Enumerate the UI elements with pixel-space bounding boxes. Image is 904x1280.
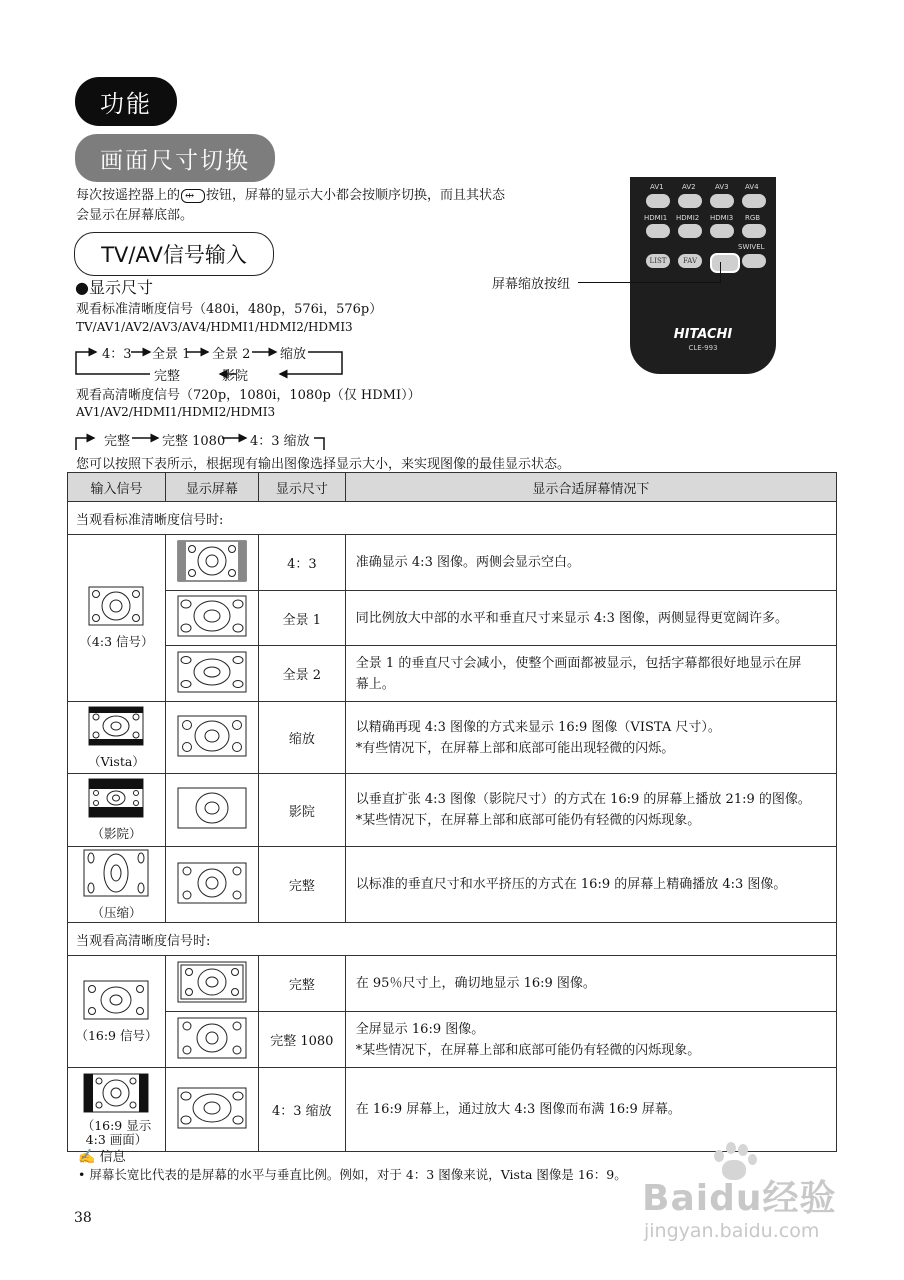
sd-flow-3: 全景 2	[212, 347, 251, 362]
screen-hd-full	[165, 956, 258, 1012]
pencil-icon: ✍	[78, 1149, 96, 1165]
input-vista-icon	[88, 706, 144, 746]
size-cell: 完整	[258, 847, 345, 923]
header-description: 显示合适屏幕情况下	[345, 473, 836, 502]
input-169-43	[68, 1068, 166, 1152]
desc-line1: 在 16:9 屏幕上，通过放大 4:3 图像而布满 16:9 屏幕。	[355, 1102, 681, 1117]
table-row	[68, 956, 837, 1012]
screen-43-icon	[177, 540, 247, 582]
screen-zoom	[165, 702, 258, 774]
intro-paragraph	[76, 186, 516, 226]
note-text: • 屏幕长宽比代表的是屏幕的水平与垂直比例。例如，对于 4：3 图像来说，Vista 图像是 16：9。	[78, 1167, 627, 1182]
caption-line1: （16:9 显示	[81, 1117, 152, 1133]
input-169-43-icon	[83, 1073, 149, 1113]
remote-label-rgb: RGB	[745, 214, 761, 222]
screen-43	[165, 535, 258, 591]
sd-flow-6: 影院	[222, 369, 249, 384]
input-vista	[68, 702, 166, 774]
header-size: 显示尺寸	[258, 473, 345, 502]
remote-label-av3: AV3	[715, 183, 729, 191]
desc-line1: 以垂直扩张 4:3 图像（影院尺寸）的方式在 16:9 的屏幕上播放 21:9 的图像。	[355, 792, 811, 807]
remote-label-av1: AV1	[650, 183, 664, 191]
sd-section-label: 当观看标准清晰度信号时:	[68, 502, 837, 535]
remote-control	[630, 177, 776, 374]
desc-cell	[345, 847, 836, 923]
table-row	[68, 1012, 837, 1068]
screen-hd-full1080-icon	[177, 1017, 247, 1059]
table-row	[68, 646, 837, 702]
remote-label-hdmi1: HDMI1	[644, 214, 668, 222]
watermark-brand: Baidu经验	[642, 1178, 837, 1219]
input-cinema-caption: （影院）	[91, 826, 142, 841]
input-squeeze-caption: （压缩）	[91, 904, 142, 920]
sd-flow-4: 缩放	[280, 347, 307, 362]
remote-callout: 屏幕缩放按纽	[492, 277, 571, 292]
remote-brand: HITACHI	[673, 327, 733, 342]
remote-list-button[interactable]: LIST	[646, 254, 670, 268]
screen-43zoom-icon	[177, 1087, 247, 1129]
callout-line	[578, 282, 720, 283]
table-row	[68, 591, 837, 646]
desc-line2: *有些情况下，在屏幕上部和底部可能出现轻微的闪烁。	[355, 740, 675, 756]
desc-line1: 在 95％尺寸上，确切地显示 16:9 图像。	[355, 976, 596, 991]
hd-heading: 观看高清晰度信号（720p，1080i，1080p（仅 HDMI））	[76, 388, 421, 403]
table-intro: 您可以按照下表所示，根据现有输出图像选择显示大小，来实现图像的最佳显示状态。	[76, 457, 571, 472]
size-cell: 缩放	[258, 702, 345, 774]
screen-zoom-icon	[177, 715, 247, 757]
size-cell: 完整 1080	[258, 1012, 345, 1068]
size-cell: 4：3	[258, 535, 345, 591]
screen-full	[165, 847, 258, 923]
remote-rgb-button[interactable]	[742, 224, 766, 238]
remote-fav-button[interactable]: FAV	[678, 254, 702, 268]
screen-full2	[165, 646, 258, 702]
remote-av2-button[interactable]	[678, 194, 702, 208]
desc-line1: 以标准的垂直尺寸和水平挤压的方式在 16:9 的屏幕上精确播放 4:3 图像。	[355, 877, 787, 892]
remote-label-av2: AV2	[682, 183, 696, 191]
hd-flow-2: 完整 1080	[162, 434, 226, 449]
desc-cell	[345, 646, 836, 702]
input-169	[68, 956, 166, 1068]
desc-cell	[345, 1068, 836, 1152]
size-cell: 完整	[258, 956, 345, 1012]
remote-av4-button[interactable]	[742, 194, 766, 208]
table-row	[68, 1068, 837, 1152]
size-cell: 全景 2	[258, 646, 345, 702]
screen-full1-icon	[177, 595, 247, 637]
remote-label-swivel: SWIVEL	[738, 243, 765, 251]
input-169-43-caption	[69, 1119, 164, 1147]
watermark	[640, 1140, 870, 1250]
subsection-title: TV/AV信号输入	[74, 232, 274, 276]
table-row	[68, 535, 837, 591]
input-43-icon	[88, 586, 144, 626]
screen-cinema	[165, 774, 258, 847]
hd-flow-3: 4：3 缩放	[250, 434, 310, 449]
desc-line2: *某些情况下，在屏幕上部和底部可能仍有轻微的闪烁现象。	[355, 1042, 701, 1058]
screen-43zoom	[165, 1068, 258, 1152]
desc-line1: 全景 1 的垂直尺寸会减小，使整个画面都被显示，包括字幕都很好地显示在屏	[355, 655, 802, 671]
zoom-button-icon	[181, 189, 205, 203]
screen-full2-icon	[177, 651, 247, 693]
input-squeeze-icon	[83, 849, 149, 897]
screen-full-icon	[177, 862, 247, 904]
desc-line1: 以精确再现 4:3 图像的方式来显示 16:9 图像（VISTA 尺寸）。	[355, 719, 721, 735]
input-43	[68, 535, 166, 702]
remote-swivel-button[interactable]	[742, 254, 766, 268]
remote-hdmi2-button[interactable]	[678, 224, 702, 238]
table-row	[68, 774, 837, 847]
screen-full1	[165, 591, 258, 646]
desc-cell	[345, 702, 836, 774]
table-row	[68, 847, 837, 923]
header-input: 输入信号	[68, 473, 166, 502]
sd-heading: 观看标准清晰度信号（480i，480p，576i，576p）	[76, 302, 383, 317]
input-squeeze	[68, 847, 166, 923]
input-cinema	[68, 774, 166, 847]
desc-cell	[345, 956, 836, 1012]
hd-inputs: AV1/AV2/HDMI1/HDMI2/HDMI3	[76, 405, 276, 419]
caption-line2: 4:3 画面）	[85, 1131, 148, 1147]
display-size-table	[67, 472, 837, 1152]
note-header	[78, 1146, 126, 1165]
input-169-icon	[83, 980, 149, 1020]
remote-av1-button[interactable]	[646, 194, 670, 208]
intro-text-1: 每次按遥控器上的	[76, 188, 181, 203]
desc-line2: *某些情况下，在屏幕上部和底部可能仍有轻微的闪烁现象。	[355, 813, 701, 828]
bullet-title: ●显示尺寸	[75, 278, 153, 297]
callout-line-vertical	[720, 262, 721, 283]
remote-label-hdmi3: HDMI3	[710, 214, 734, 222]
input-vista-caption: （Vista）	[88, 753, 145, 769]
remote-av3-button[interactable]	[710, 194, 734, 208]
input-43-caption: （4:3 信号）	[79, 634, 154, 649]
table-header-row	[68, 473, 837, 502]
section-pill: 功能	[75, 77, 177, 126]
size-cell: 4：3 缩放	[258, 1068, 345, 1152]
desc-cell	[345, 774, 836, 847]
sd-inputs: TV/AV1/AV2/AV3/AV4/HDMI1/HDMI2/HDMI3	[76, 320, 353, 334]
remote-hdmi3-button[interactable]	[710, 224, 734, 238]
input-169-caption: （16:9 信号）	[75, 1027, 158, 1043]
page-number: 38	[74, 1210, 92, 1226]
sd-flow-5: 完整	[154, 369, 181, 384]
hd-flow-1: 完整	[104, 434, 131, 449]
remote-model: CLE-993	[688, 344, 718, 352]
desc-line2: 幕上。	[355, 676, 395, 692]
note-title: 信息	[99, 1150, 126, 1165]
input-cinema-icon	[88, 778, 144, 818]
hd-section-label: 当观看高清晰度信号时:	[68, 923, 837, 956]
remote-label-hdmi2: HDMI2	[676, 214, 700, 222]
size-cell: 影院	[258, 774, 345, 847]
header-screen: 显示屏幕	[165, 473, 258, 502]
remote-label-av4: AV4	[745, 183, 759, 191]
watermark-url: jingyan.baidu.com	[644, 1220, 820, 1242]
remote-hdmi1-button[interactable]	[646, 224, 670, 238]
desc-line1: 准确显示 4:3 图像。两侧会显示空白。	[355, 555, 580, 570]
screen-hd-full1080	[165, 1012, 258, 1068]
remote-zoom-button[interactable]	[710, 253, 740, 273]
desc-cell	[345, 591, 836, 646]
desc-line1: 同比例放大中部的水平和垂直尺寸来显示 4:3 图像，两侧显得更宽阔许多。	[355, 610, 788, 626]
desc-cell	[345, 535, 836, 591]
size-cell: 全景 1	[258, 591, 345, 646]
desc-line1: 全屏显示 16:9 图像。	[355, 1021, 485, 1037]
sd-flow-2: 全景 1	[152, 347, 191, 362]
page-title: 画面尺寸切换	[75, 134, 275, 182]
table-row	[68, 702, 837, 774]
screen-cinema-icon	[177, 787, 247, 829]
sd-flow-1: 4：3	[102, 347, 132, 362]
desc-cell	[345, 1012, 836, 1068]
intro-text-2: 按钮，屏幕的显示大小都会按顺序切换，而且其状态会显示在屏幕底部。	[76, 188, 506, 223]
screen-hd-full-icon	[177, 961, 247, 1003]
